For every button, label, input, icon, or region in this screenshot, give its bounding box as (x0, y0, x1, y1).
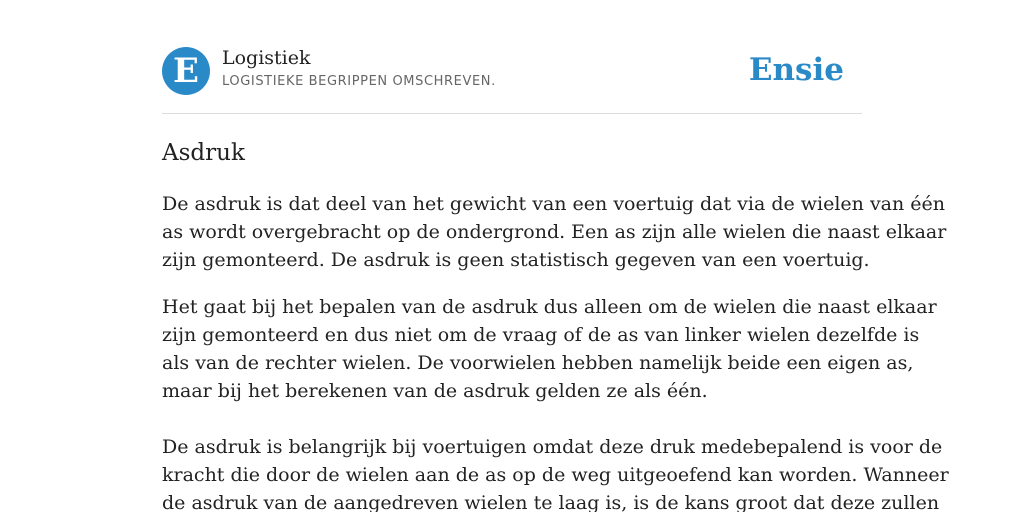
text-line: de asdruk van de aangedreven wielen te laag is, is de kans groot dat deze zullen (162, 492, 940, 512)
header (162, 46, 862, 96)
text-line: De asdruk is dat deel van het gewicht van een voertuig dat via de wielen van één (162, 193, 946, 215)
blog-title[interactable]: Logistiek (222, 47, 311, 69)
text-line: zijn gemonteerd. De asdruk is geen statistisch gegeven van een voertuig. (162, 249, 870, 271)
article-body (162, 190, 949, 512)
paragraph (162, 293, 937, 405)
header-divider (162, 113, 862, 114)
paragraph (162, 433, 949, 512)
article-title: Asdruk (162, 140, 245, 166)
text-line: as wordt overgebracht op de ondergrond. Een as zijn alle wielen die naast elkaar (162, 221, 947, 243)
text-line: De asdruk is belangrijk bij voertuigen omdat deze druk medebepalend is voor de (162, 436, 943, 458)
text-line: kracht die door de wielen aan de as op de weg uitgeoefend kan worden. Wanneer (162, 464, 949, 486)
text-line: als van de rechter wielen. De voorwielen hebben namelijk beide een eigen as, (162, 352, 914, 374)
paragraph (162, 190, 947, 274)
blog-subtitle: LOGISTIEKE BEGRIPPEN OMSCHREVEN. (222, 74, 496, 89)
text-line: Het gaat bij het bepalen van de asdruk dus alleen om de wielen die naast elkaar (162, 296, 937, 318)
ensie-logo-icon[interactable]: E (162, 47, 210, 95)
text-line: zijn gemonteerd en dus niet om de vraag of de as van linker wielen dezelfde is (162, 324, 920, 346)
text-line: maar bij het berekenen van de asdruk gelden ze als één. (162, 380, 708, 402)
brand-logo[interactable]: Ensie (748, 52, 844, 88)
